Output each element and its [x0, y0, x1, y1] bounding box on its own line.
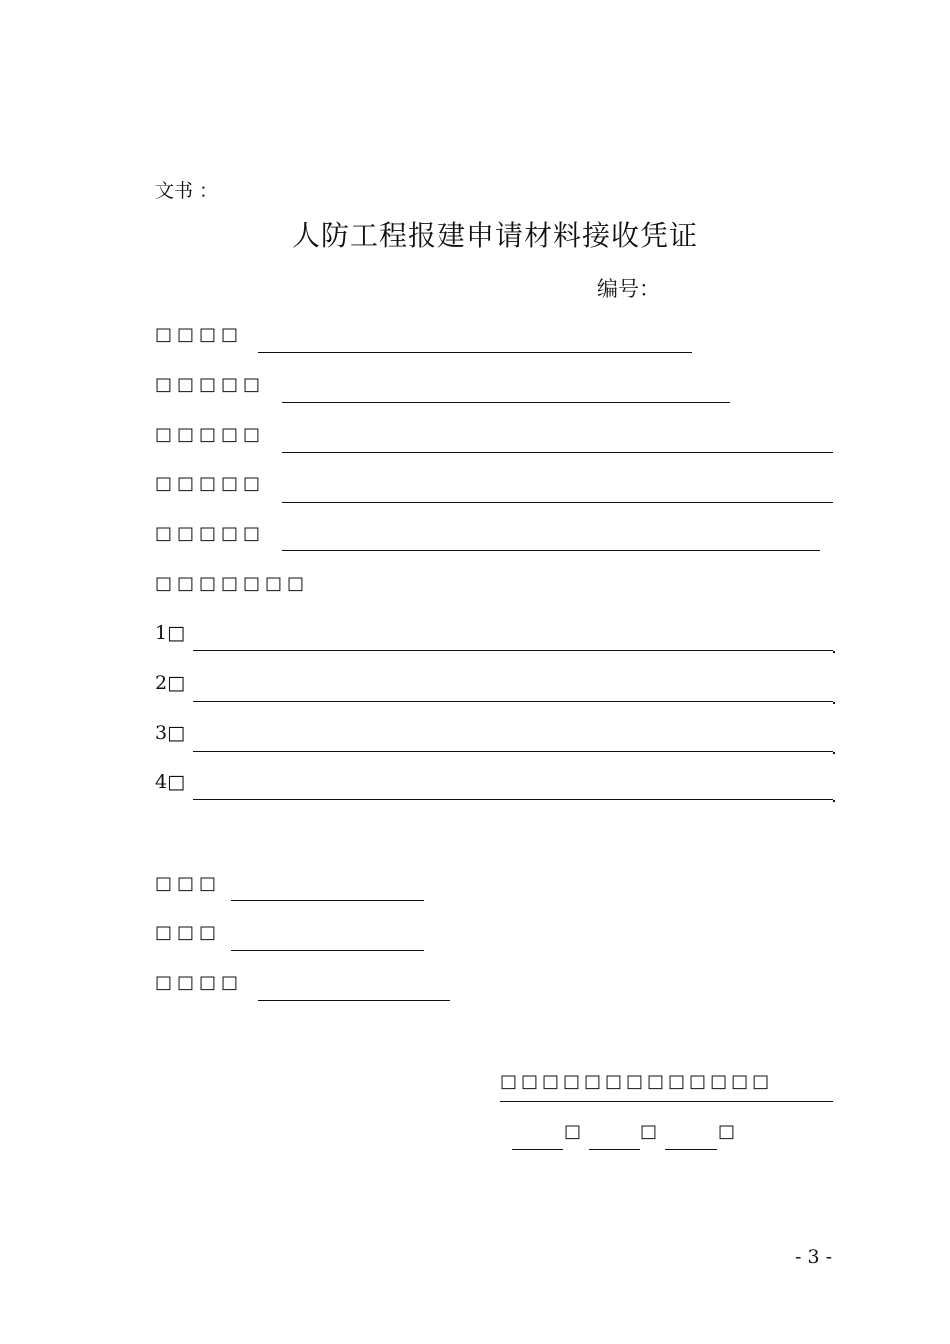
field-label-1: □□□□	[155, 324, 244, 345]
field-input-line-2[interactable]	[282, 402, 730, 403]
issuing-organization-label: □□□□□□□□□□□□□	[500, 1071, 774, 1092]
signature-label-1: □□□	[155, 873, 222, 894]
material-item-line-3[interactable]	[193, 751, 833, 752]
organization-line	[500, 1101, 833, 1102]
date-day-line[interactable]	[665, 1149, 717, 1150]
material-item-label-4: 4□	[155, 771, 186, 793]
signature-line-1[interactable]	[231, 900, 424, 901]
line-end-mark	[833, 651, 835, 653]
material-item-line-4[interactable]	[193, 799, 833, 800]
field-input-line-3[interactable]	[282, 452, 833, 453]
serial-number-label: 编号：	[597, 277, 660, 301]
field-label-3: □□□□□	[155, 424, 266, 445]
material-item-label-2: 2□	[155, 672, 186, 694]
line-end-mark	[833, 752, 835, 754]
field-input-line-5[interactable]	[282, 550, 820, 551]
material-item-line-2[interactable]	[193, 701, 833, 702]
signature-label-2: □□□	[155, 922, 222, 943]
line-end-mark	[833, 702, 835, 704]
material-item-label-3: 3□	[155, 722, 186, 744]
signature-line-3[interactable]	[258, 1000, 450, 1001]
doc-type-label: 文书 ：	[155, 180, 219, 202]
field-input-line-4[interactable]	[282, 502, 833, 503]
page-title: 人防工程报建申请材料接收凭证	[292, 219, 699, 252]
date-year-char: □	[564, 1121, 587, 1142]
field-input-line-1[interactable]	[258, 352, 692, 353]
material-item-line-1[interactable]	[193, 650, 833, 651]
field-label-5: □□□□□	[155, 523, 266, 544]
date-day-char: □	[718, 1121, 741, 1142]
date-year-line[interactable]	[512, 1149, 563, 1150]
material-item-label-1: 1□	[155, 622, 186, 644]
date-month-char: □	[640, 1121, 663, 1142]
page-number: - 3 -	[795, 1246, 833, 1268]
signature-line-2[interactable]	[231, 950, 424, 951]
signature-label-3: □□□□	[155, 972, 244, 993]
field-label-2: □□□□□	[155, 374, 266, 395]
field-label-4: □□□□□	[155, 473, 266, 494]
materials-heading: □□□□□□□	[155, 573, 310, 594]
line-end-mark	[833, 800, 835, 802]
date-month-line[interactable]	[589, 1149, 640, 1150]
